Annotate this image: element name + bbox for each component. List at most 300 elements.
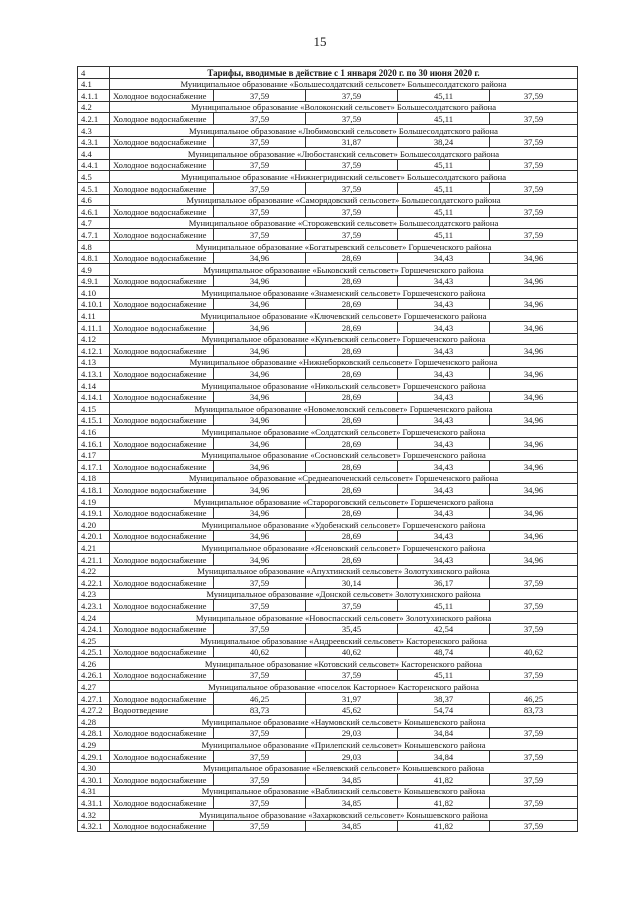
tariff-value-4: 37,59 [490, 182, 578, 194]
group-number: 4.27 [78, 681, 110, 693]
tariff-value-3: 45,11 [398, 159, 490, 171]
table-title: Тарифы, вводимые в действие с 1 января 2020 г. по 30 июня 2020 г. [110, 67, 578, 79]
tariff-value-2: 28,69 [306, 298, 398, 310]
group-number: 4.32 [78, 809, 110, 821]
row-number: 4.31.1 [78, 797, 110, 809]
group-number: 4.31 [78, 785, 110, 797]
tariff-value-3: 45,11 [398, 600, 490, 612]
service-name: Холодное водоснабжение [110, 414, 214, 426]
municipality-name: Муниципальное образование «Сторожевский сельсовет» Большесолдатского района [110, 217, 578, 229]
municipality-name: Муниципальное образование «Кунъевский сельсовет» Горшеченского района [110, 333, 578, 345]
group-number: 4.18 [78, 472, 110, 484]
municipality-row [78, 449, 578, 461]
group-number: 4.8 [78, 240, 110, 252]
row-number: 4.13.1 [78, 368, 110, 380]
row-number: 4.6.1 [78, 206, 110, 218]
municipality-row [78, 403, 578, 415]
tariff-value-2: 28,69 [306, 345, 398, 357]
tariff-value-3: 34,43 [398, 252, 490, 264]
tariff-value-4: 34,96 [490, 252, 578, 264]
row-number: 4.22.1 [78, 577, 110, 589]
tariff-value-3: 34,43 [398, 414, 490, 426]
tariff-value-3: 41,82 [398, 774, 490, 786]
tariff-row [78, 669, 578, 681]
service-name: Холодное водоснабжение [110, 507, 214, 519]
tariff-value-1: 34,96 [214, 298, 306, 310]
tariff-value-1: 34,96 [214, 275, 306, 287]
row-number: 4.9.1 [78, 275, 110, 287]
tariff-value-1: 34,96 [214, 461, 306, 473]
row-number: 4.19.1 [78, 507, 110, 519]
municipality-row [78, 426, 578, 438]
municipality-name: Муниципальное образование «Большесолдатский сельсовет» Большесолдатского района [110, 78, 578, 90]
tariff-value-4: 37,59 [490, 577, 578, 589]
municipality-name: Муниципальное образование «Ваблинский сельсовет» Конышевского района [110, 785, 578, 797]
tariff-value-4: 37,59 [490, 159, 578, 171]
tariff-value-1: 34,96 [214, 322, 306, 334]
tariff-value-1: 37,59 [214, 136, 306, 148]
tariff-value-1: 37,59 [214, 820, 306, 832]
group-number: 4.29 [78, 739, 110, 751]
municipality-row [78, 681, 578, 693]
group-number: 4.25 [78, 635, 110, 647]
municipality-row [78, 565, 578, 577]
tariff-row [78, 206, 578, 218]
tariff-value-2: 31,87 [306, 136, 398, 148]
service-name: Водоотведение [110, 704, 214, 716]
service-name: Холодное водоснабжение [110, 693, 214, 705]
municipality-row [78, 785, 578, 797]
tariff-value-4: 34,96 [490, 298, 578, 310]
group-number: 4.24 [78, 611, 110, 623]
service-name: Холодное водоснабжение [110, 751, 214, 763]
tariff-value-2: 37,59 [306, 113, 398, 125]
tariff-value-4: 37,59 [490, 623, 578, 635]
tariff-value-3: 34,43 [398, 507, 490, 519]
tariff-value-4: 34,96 [490, 461, 578, 473]
tariff-value-2: 35,45 [306, 623, 398, 635]
tariff-row [78, 623, 578, 635]
tariff-row [78, 322, 578, 334]
municipality-name: Муниципальное образование «Быковский сельсовет» Горшеченского района [110, 264, 578, 276]
municipality-name: Муниципальное образование «Солдатский сельсовет» Горшеченского района [110, 426, 578, 438]
tariff-row [78, 820, 578, 832]
tariff-value-1: 83,73 [214, 704, 306, 716]
tariff-row [78, 774, 578, 786]
municipality-row [78, 611, 578, 623]
tariff-value-1: 34,96 [214, 530, 306, 542]
tariff-value-3: 34,43 [398, 368, 490, 380]
service-name: Холодное водоснабжение [110, 136, 214, 148]
tariff-value-4: 34,96 [490, 484, 578, 496]
tariff-row [78, 577, 578, 589]
municipality-row [78, 495, 578, 507]
group-number: 4.7 [78, 217, 110, 229]
tariff-value-1: 37,59 [214, 727, 306, 739]
tariff-value-1: 34,96 [214, 252, 306, 264]
service-name: Холодное водоснабжение [110, 206, 214, 218]
municipality-name: Муниципальное образование «Ясеновский сельсовет» Горшеченского района [110, 542, 578, 554]
row-number: 4.3.1 [78, 136, 110, 148]
group-number: 4.10 [78, 287, 110, 299]
group-number: 4.20 [78, 519, 110, 531]
tariff-value-2: 37,59 [306, 90, 398, 102]
tariff-value-4: 34,96 [490, 345, 578, 357]
group-number: 4.12 [78, 333, 110, 345]
tariff-value-3: 38,24 [398, 136, 490, 148]
tariff-value-2: 29,03 [306, 727, 398, 739]
tariff-value-2: 45,62 [306, 704, 398, 716]
tariff-value-3: 34,43 [398, 530, 490, 542]
tariff-value-4: 37,59 [490, 774, 578, 786]
group-number: 4.15 [78, 403, 110, 415]
group-number: 4.22 [78, 565, 110, 577]
tariff-value-2: 34,85 [306, 797, 398, 809]
service-name: Холодное водоснабжение [110, 623, 214, 635]
tariff-value-4: 34,96 [490, 438, 578, 450]
tariff-value-4: 37,59 [490, 669, 578, 681]
tariff-row [78, 751, 578, 763]
row-number: 4.20.1 [78, 530, 110, 542]
tariff-row [78, 113, 578, 125]
tariff-value-2: 37,59 [306, 229, 398, 241]
municipality-row [78, 194, 578, 206]
tariff-value-4: 37,59 [490, 751, 578, 763]
row-number: 4.11.1 [78, 322, 110, 334]
tariff-value-3: 34,43 [398, 461, 490, 473]
tariff-value-3: 45,11 [398, 229, 490, 241]
tariff-value-3: 41,82 [398, 820, 490, 832]
tariff-value-3: 34,43 [398, 438, 490, 450]
municipality-row [78, 658, 578, 670]
tariff-value-3: 42,54 [398, 623, 490, 635]
tariff-value-3: 48,74 [398, 646, 490, 658]
row-number: 4.24.1 [78, 623, 110, 635]
municipality-row [78, 287, 578, 299]
tariff-value-3: 45,11 [398, 206, 490, 218]
service-name: Холодное водоснабжение [110, 727, 214, 739]
row-number: 4.32.1 [78, 820, 110, 832]
tariff-value-2: 37,59 [306, 182, 398, 194]
tariff-row [78, 298, 578, 310]
tariff-value-3: 36,17 [398, 577, 490, 589]
tariff-value-2: 28,69 [306, 322, 398, 334]
municipality-row [78, 588, 578, 600]
service-name: Холодное водоснабжение [110, 322, 214, 334]
municipality-name: Муниципальное образование «Новомеловский сельсовет» Горшеченского района [110, 403, 578, 415]
tariff-value-1: 37,59 [214, 577, 306, 589]
tariff-value-3: 54,74 [398, 704, 490, 716]
tariff-value-1: 37,59 [214, 229, 306, 241]
tariff-value-3: 45,11 [398, 113, 490, 125]
group-number: 4.19 [78, 495, 110, 507]
tariff-value-1: 37,59 [214, 182, 306, 194]
service-name: Холодное водоснабжение [110, 345, 214, 357]
service-name: Холодное водоснабжение [110, 252, 214, 264]
row-number: 4.7.1 [78, 229, 110, 241]
tariff-value-2: 28,69 [306, 553, 398, 565]
municipality-row [78, 635, 578, 647]
tariff-value-1: 37,59 [214, 600, 306, 612]
municipality-row [78, 101, 578, 113]
tariff-value-3: 34,84 [398, 727, 490, 739]
tariff-value-1: 37,59 [214, 623, 306, 635]
group-number: 4.14 [78, 380, 110, 392]
service-name: Холодное водоснабжение [110, 484, 214, 496]
municipality-name: Муниципальное образование «Беляевский сельсовет» Конышевского района [110, 762, 578, 774]
group-number: 4.2 [78, 101, 110, 113]
service-name: Холодное водоснабжение [110, 820, 214, 832]
header-number: 4 [78, 67, 110, 79]
row-number: 4.5.1 [78, 182, 110, 194]
tariff-value-1: 37,59 [214, 159, 306, 171]
group-number: 4.28 [78, 716, 110, 728]
municipality-row [78, 124, 578, 136]
service-name: Холодное водоснабжение [110, 391, 214, 403]
municipality-row [78, 472, 578, 484]
municipality-name: Муниципальное образование «Донской сельсовет» Золотухинского района [110, 588, 578, 600]
tariff-value-4: 34,96 [490, 275, 578, 287]
tariff-value-4: 37,59 [490, 90, 578, 102]
tariff-value-3: 45,11 [398, 90, 490, 102]
row-number: 4.1.1 [78, 90, 110, 102]
tariff-value-2: 29,03 [306, 751, 398, 763]
row-number: 4.10.1 [78, 298, 110, 310]
tariff-value-2: 28,69 [306, 252, 398, 264]
group-number: 4.11 [78, 310, 110, 322]
tariff-value-2: 28,69 [306, 530, 398, 542]
municipality-row [78, 739, 578, 751]
group-number: 4.9 [78, 264, 110, 276]
group-number: 4.21 [78, 542, 110, 554]
tariff-value-2: 30,14 [306, 577, 398, 589]
tariff-value-2: 40,62 [306, 646, 398, 658]
tariff-value-2: 37,59 [306, 159, 398, 171]
service-name: Холодное водоснабжение [110, 275, 214, 287]
tariff-value-2: 28,69 [306, 414, 398, 426]
tariff-value-4: 34,96 [490, 553, 578, 565]
municipality-row [78, 356, 578, 368]
service-name: Холодное водоснабжение [110, 461, 214, 473]
row-number: 4.17.1 [78, 461, 110, 473]
service-name: Холодное водоснабжение [110, 774, 214, 786]
municipality-row [78, 380, 578, 392]
tariff-value-2: 28,69 [306, 461, 398, 473]
municipality-row [78, 716, 578, 728]
municipality-row [78, 78, 578, 90]
tariff-value-1: 34,96 [214, 391, 306, 403]
municipality-row [78, 333, 578, 345]
service-name: Холодное водоснабжение [110, 113, 214, 125]
municipality-row [78, 264, 578, 276]
tariff-value-2: 28,69 [306, 484, 398, 496]
row-number: 4.14.1 [78, 391, 110, 403]
row-number: 4.27.1 [78, 693, 110, 705]
tariff-value-3: 34,43 [398, 553, 490, 565]
service-name: Холодное водоснабжение [110, 530, 214, 542]
tariff-value-4: 37,59 [490, 600, 578, 612]
service-name: Холодное водоснабжение [110, 600, 214, 612]
tariff-value-3: 38,37 [398, 693, 490, 705]
tariff-row [78, 159, 578, 171]
page-number: 15 [313, 34, 327, 49]
group-number: 4.4 [78, 148, 110, 160]
tariff-value-3: 34,84 [398, 751, 490, 763]
tariff-row [78, 136, 578, 148]
tariff-row [78, 391, 578, 403]
row-number: 4.21.1 [78, 553, 110, 565]
row-number: 4.2.1 [78, 113, 110, 125]
service-name: Холодное водоснабжение [110, 646, 214, 658]
tariff-row [78, 438, 578, 450]
municipality-row [78, 542, 578, 554]
service-name: Холодное водоснабжение [110, 182, 214, 194]
municipality-name: Муниципальное образование «Новоспасский сельсовет» Золотухинского района [110, 611, 578, 623]
tariff-value-1: 37,59 [214, 90, 306, 102]
row-number: 4.28.1 [78, 727, 110, 739]
tariff-row [78, 345, 578, 357]
tariff-row [78, 507, 578, 519]
tariff-row [78, 553, 578, 565]
tariff-value-1: 37,59 [214, 206, 306, 218]
service-name: Холодное водоснабжение [110, 159, 214, 171]
tariff-table [77, 66, 578, 832]
tariff-row [78, 252, 578, 264]
service-name: Холодное водоснабжение [110, 229, 214, 241]
tariff-value-1: 34,96 [214, 484, 306, 496]
municipality-row [78, 310, 578, 322]
tariff-value-4: 34,96 [490, 414, 578, 426]
tariff-value-4: 37,59 [490, 113, 578, 125]
service-name: Холодное водоснабжение [110, 368, 214, 380]
tariff-row [78, 727, 578, 739]
municipality-name: Муниципальное образование «Захарковский сельсовет» Конышевского района [110, 809, 578, 821]
tariff-value-2: 28,69 [306, 507, 398, 519]
tariff-value-4: 37,59 [490, 229, 578, 241]
municipality-name: Муниципальное образование «Удобенский сельсовет» Горшеченского района [110, 519, 578, 531]
tariff-row [78, 461, 578, 473]
row-number: 4.29.1 [78, 751, 110, 763]
tariff-value-3: 34,43 [398, 275, 490, 287]
row-number: 4.30.1 [78, 774, 110, 786]
group-number: 4.16 [78, 426, 110, 438]
tariff-value-3: 41,82 [398, 797, 490, 809]
municipality-name: Муниципальное образование «Никольский сельсовет» Горшеченского района [110, 380, 578, 392]
municipality-row [78, 217, 578, 229]
tariff-row [78, 275, 578, 287]
tariff-row [78, 693, 578, 705]
tariff-value-2: 28,69 [306, 438, 398, 450]
tariff-value-1: 34,96 [214, 553, 306, 565]
tariff-row [78, 182, 578, 194]
tariff-value-1: 40,62 [214, 646, 306, 658]
tariff-value-3: 34,43 [398, 298, 490, 310]
row-number: 4.18.1 [78, 484, 110, 496]
municipality-name: Муниципальное образование «Наумовский сельсовет» Конышевского района [110, 716, 578, 728]
tariff-value-4: 34,96 [490, 391, 578, 403]
tariff-row [78, 530, 578, 542]
municipality-name: Муниципальное образование «Апухтинский сельсовет» Золотухинского района [110, 565, 578, 577]
service-name: Холодное водоснабжение [110, 553, 214, 565]
tariff-value-4: 34,96 [490, 368, 578, 380]
row-number: 4.23.1 [78, 600, 110, 612]
tariff-value-1: 37,59 [214, 751, 306, 763]
service-name: Холодное водоснабжение [110, 298, 214, 310]
tariff-value-4: 34,96 [490, 507, 578, 519]
municipality-name: Муниципальное образование «поселок Касторное» Касторенского района [110, 681, 578, 693]
municipality-name: Муниципальное образование «Любостанский сельсовет» Большесолдатского района [110, 148, 578, 160]
group-number: 4.13 [78, 356, 110, 368]
tariff-value-1: 37,59 [214, 797, 306, 809]
tariff-value-4: 40,62 [490, 646, 578, 658]
row-number: 4.26.1 [78, 669, 110, 681]
tariff-value-2: 28,69 [306, 368, 398, 380]
tariff-value-3: 45,11 [398, 669, 490, 681]
tariff-value-4: 37,59 [490, 206, 578, 218]
municipality-row [78, 240, 578, 252]
row-number: 4.25.1 [78, 646, 110, 658]
municipality-name: Муниципальное образование «Нижнегридинский сельсовет» Большесолдатского района [110, 171, 578, 183]
tariff-value-4: 37,59 [490, 797, 578, 809]
tariff-value-1: 34,96 [214, 507, 306, 519]
tariff-row [78, 797, 578, 809]
tariff-value-2: 31,97 [306, 693, 398, 705]
service-name: Холодное водоснабжение [110, 797, 214, 809]
row-number: 4.15.1 [78, 414, 110, 426]
municipality-name: Муниципальное образование «Волоконский сельсовет» Большесолдатского района [110, 101, 578, 113]
tariff-value-4: 34,96 [490, 322, 578, 334]
group-number: 4.1 [78, 78, 110, 90]
municipality-name: Муниципальное образование «Нижнеборковский сельсовет» Горшеченского района [110, 356, 578, 368]
tariff-row [78, 646, 578, 658]
group-number: 4.17 [78, 449, 110, 461]
municipality-name: Муниципальное образование «Старороговский сельсовет» Горшеченского района [110, 495, 578, 507]
tariff-row [78, 600, 578, 612]
municipality-row [78, 519, 578, 531]
group-number: 4.5 [78, 171, 110, 183]
tariff-value-3: 45,11 [398, 182, 490, 194]
tariff-table-body [78, 67, 578, 832]
tariff-row [78, 414, 578, 426]
tariff-row [78, 90, 578, 102]
municipality-name: Муниципальное образование «Любимовский сельсовет» Большесолдатского района [110, 124, 578, 136]
tariff-value-4: 34,96 [490, 530, 578, 542]
tariff-row [78, 229, 578, 241]
tariff-value-2: 37,59 [306, 600, 398, 612]
tariff-value-3: 34,43 [398, 391, 490, 403]
tariff-value-1: 46,25 [214, 693, 306, 705]
group-number: 4.6 [78, 194, 110, 206]
tariff-value-1: 37,59 [214, 774, 306, 786]
municipality-row [78, 809, 578, 821]
service-name: Холодное водоснабжение [110, 669, 214, 681]
tariff-value-1: 34,96 [214, 414, 306, 426]
group-number: 4.30 [78, 762, 110, 774]
tariff-value-4: 37,59 [490, 820, 578, 832]
municipality-name: Муниципальное образование «Саморядовский сельсовет» Большесолдатского района [110, 194, 578, 206]
municipality-row [78, 762, 578, 774]
tariff-value-4: 37,59 [490, 727, 578, 739]
tariff-value-1: 37,59 [214, 669, 306, 681]
tariff-row [78, 704, 578, 716]
row-number: 4.8.1 [78, 252, 110, 264]
municipality-name: Муниципальное образование «Ключевский сельсовет» Горшеченского района [110, 310, 578, 322]
row-number: 4.16.1 [78, 438, 110, 450]
municipality-name: Муниципальное образование «Богатыревский сельсовет» Горшеченского района [110, 240, 578, 252]
tariff-value-4: 46,25 [490, 693, 578, 705]
tariff-value-2: 34,85 [306, 774, 398, 786]
service-name: Холодное водоснабжение [110, 577, 214, 589]
